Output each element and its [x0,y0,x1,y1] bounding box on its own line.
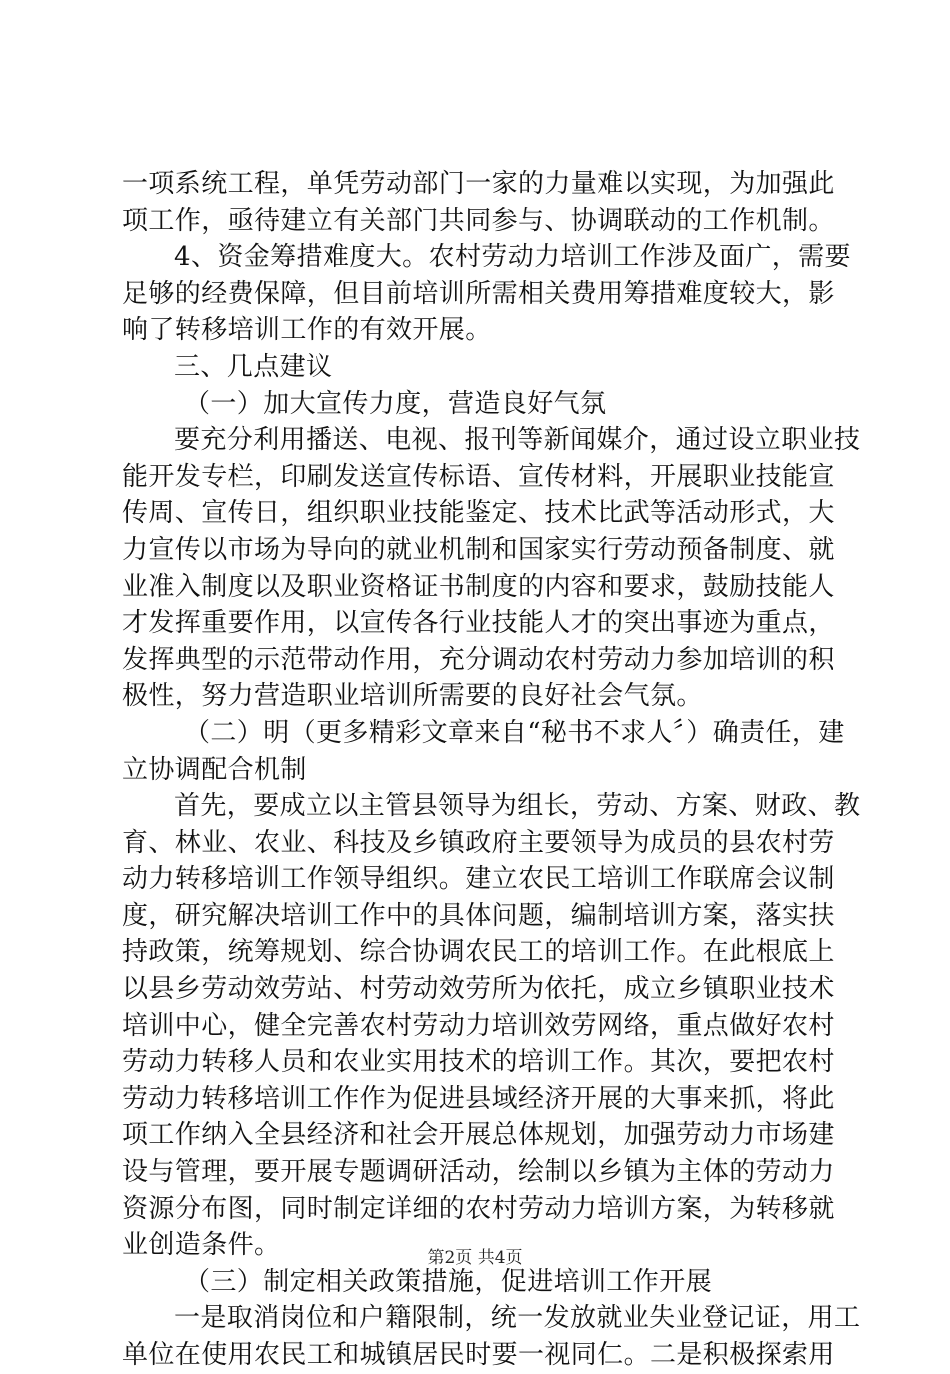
document-body [122,166,861,1374]
text-line: 一是取消岗位和户籍限制，统一发放就业失业登记证，用工 [174,1303,861,1334]
text-line: 三、几点建议 [174,351,333,382]
text-line: 项工作，亟待建立有关部门共同参与、协调联动的工作机制。 [122,205,835,236]
text-line: 资源分布图，同时制定详细的农村劳动力培训方案，为转移就 [122,1193,835,1224]
text-line: 以县乡劳动效劳站、村劳动效劳所为依托，成立乡镇职业技术 [122,974,835,1005]
text-line: 能开发专栏，印刷发送宣传标语、宣传材料，开展职业技能宣 [122,461,835,492]
text-line: 足够的经费保障，但目前培训所需相关费用筹措难度较大，影 [122,278,835,309]
text-line: 传周、宣传日，组织职业技能鉴定、技术比武等活动形式，大 [122,498,835,529]
text-line: 4、资金筹措难度大。农村劳动力培训工作涉及面广，需要 [174,242,851,273]
text-line: 持政策，统筹规划、综合协调农民工的培训工作。在此根底上 [122,937,835,968]
text-line: 响了转移培训工作的有效开展。 [122,315,492,346]
text-line: 培训中心，健全完善农村劳动力培训效劳网络，重点做好农村 [122,1010,835,1041]
text-line: 项工作纳入全县经济和社会开展总体规划，加强劳动力市场建 [122,1120,835,1151]
text-line: （二）明（更多精彩文章来自“秘书不求人〞）确责任，建 [184,717,845,748]
text-line: 才发挥重要作用，以宣传各行业技能人才的突出事迹为重点， [122,608,835,639]
text-line: 业准入制度以及职业资格证书制度的内容和要求，鼓励技能人 [122,571,835,602]
text-line: 首先，要成立以主管县领导为组长，劳动、方案、财政、教 [174,791,861,822]
page-footer: 第2页 共4页 [427,1248,523,1268]
text-line: 业创造条件。 [122,1230,281,1261]
text-line: 立协调配合机制 [122,754,307,785]
text-line: 单位在使用农民工和城镇居民时要一视同仁。二是积极探索用 [122,1340,835,1370]
text-line: 一项系统工程，单凭劳动部门一家的力量难以实现，为加强此 [122,169,835,199]
text-line: 度，研究解决培训工作中的具体问题，编制培训方案，落实扶 [122,900,835,931]
text-line: （一）加大宣传力度，营造良好气氛 [184,388,607,419]
text-line: 力宣传以市场为导向的就业机制和国家实行劳动预备制度、就 [122,534,835,565]
text-line: 极性，努力营造职业培训所需要的良好社会气氛。 [122,681,703,712]
text-line: 要充分利用播送、电视、报刊等新闻媒介，通过设立职业技 [174,425,861,456]
text-line: 动力转移培训工作领导组织。建立农民工培训工作联席会议制 [122,864,835,895]
text-line: 发挥典型的示范带动作用，充分调动农村劳动力参加培训的积 [122,644,835,675]
text-line: 劳动力转移人员和农业实用技术的培训工作。其次，要把农村 [122,1047,835,1078]
text-line: （三）制定相关政策措施，促进培训工作开展 [184,1266,713,1297]
text-line: 育、林业、农业、科技及乡镇政府主要领导为成员的县农村劳 [122,827,835,858]
text-line: 设与管理，要开展专题调研活动，绘制以乡镇为主体的劳动力 [122,1157,835,1188]
text-line: 劳动力转移培训工作作为促进县域经济开展的大事来抓，将此 [122,1083,835,1114]
